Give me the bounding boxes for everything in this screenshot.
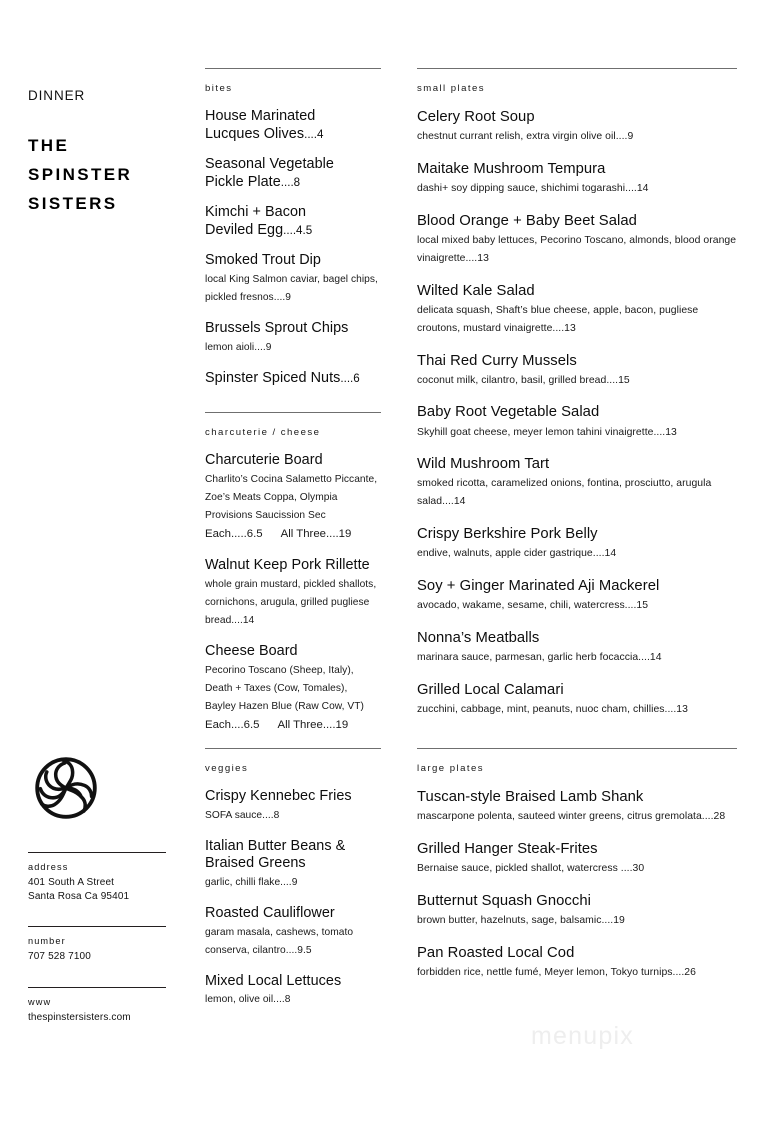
menu-item-name: Grilled Hanger Steak-Frites (417, 840, 598, 857)
menu-item (205, 905, 381, 960)
menu-item-description: SOFA sauce....8 (205, 809, 280, 821)
footer-divider-3 (28, 987, 166, 988)
menu-item (417, 403, 737, 441)
address-line-1: 401 South A Street (28, 877, 115, 888)
menu-item-description: endive, walnuts, apple cider gastrique....14 (417, 548, 617, 560)
section-rule-veggies (205, 748, 381, 749)
menu-item-name: Grilled Local Calamari (417, 682, 564, 699)
meal-label: DINNER (28, 88, 86, 103)
menu-item-name: Walnut Keep Pork Rillette (205, 557, 370, 574)
menu-item-description: Pecorino Toscano (Sheep, Italy), Death + Taxes (Cow, Tomales), Bayley Hazen Blue (Raw Cow, VT) (205, 665, 364, 713)
restaurant-name (28, 131, 188, 219)
section-label-veggies: veggies (205, 763, 249, 774)
menu-item-name: Seasonal Vegetable Pickle Plate....8 (205, 156, 334, 190)
menu-item-description: garlic, chilli flake....9 (205, 876, 298, 888)
menu-item-description: whole grain mustard, pickled shallots, cornichons, arugula, grilled pugliese bread....14 (205, 578, 377, 627)
menu-item-name: Baby Root Vegetable Salad (417, 404, 600, 421)
section-label-bites: bites (205, 83, 233, 94)
menu-item-description: chestnut currant relish, extra virgin olive oil....9 (417, 131, 634, 143)
menu-item-price: ....6 (340, 371, 360, 385)
menu-item (417, 840, 737, 878)
menu-item-name: Cheese Board (205, 643, 298, 660)
menu-item (417, 525, 737, 563)
menu-item (205, 370, 381, 388)
menupix-watermark: menupix (531, 1022, 634, 1050)
menu-item-description: zucchini, cabbage, mint, peanuts, nuoc cham, chillies....13 (417, 704, 688, 716)
menu-item-description: garam masala, cashews, tomato conserva, cilantro....9.5 (205, 926, 354, 956)
menu-item-name: Blood Orange + Baby Beet Salad (417, 212, 637, 229)
section-large-plates (417, 748, 737, 996)
menu-item-name: Mixed Local Lettuces (205, 972, 342, 989)
footer-contact-block (28, 852, 170, 1025)
menu-item-name: Crispy Berkshire Pork Belly (417, 526, 598, 543)
menu-item-description: Skyhill goat cheese, meyer lemon tahini vinaigrette....13 (417, 426, 677, 438)
menu-item (205, 973, 381, 1010)
menu-item-name: Thai Red Curry Mussels (417, 352, 577, 369)
menu-item-name: Wild Mushroom Tart (417, 456, 550, 473)
menu-item-description: coconut milk, cilantro, basil, grilled bread....15 (417, 374, 630, 386)
menu-item-name: Italian Butter Beans & Braised Greens (205, 837, 346, 872)
menu-item-name: Nonna’s Meatballs (417, 630, 540, 647)
section-items-veggies (205, 788, 381, 1010)
menu-item-description: dashi+ soy dipping sauce, shichimi togarashi....14 (417, 182, 649, 194)
menu-item-description: forbidden rice, nettle fumé, Meyer lemon, Tokyo turnips....26 (417, 966, 696, 978)
www-label: www (28, 996, 52, 1007)
restaurant-name-line-2: SPINSTER (28, 165, 133, 185)
website-url[interactable]: thespinstersisters.com (28, 1011, 131, 1023)
menu-item-name: Soy + Ginger Marinated Aji Mackerel (417, 578, 660, 595)
menu-item-name: Butternut Squash Gnocchi (417, 892, 591, 909)
section-label-charcuterie: charcuterie / cheese (205, 427, 321, 438)
menu-item-price-options (205, 525, 381, 544)
menu-item (205, 204, 381, 239)
restaurant-name-line-1: THE (28, 136, 70, 155)
menu-item-price: ....4 (304, 127, 324, 141)
section-items-small-plates (417, 108, 737, 719)
menu-item-price-options (205, 716, 381, 735)
menu-item (205, 108, 381, 143)
section-bites (205, 68, 381, 389)
menu-item (417, 352, 737, 390)
menu-item-name: House Marinated Lucques Olives....4 (205, 108, 324, 142)
menu-item (417, 160, 737, 198)
menu-item-price: ....4.5 (283, 223, 313, 237)
phone-number[interactable]: 707 528 7100 (28, 951, 91, 963)
price-each: Each.....6.5 (205, 528, 263, 541)
section-items-bites (205, 108, 381, 388)
section-rule-bites (205, 68, 381, 69)
menu-item-name: Kimchi + Bacon Deviled Egg....4.5 (205, 204, 313, 238)
menu-item-name: Charcuterie Board (205, 452, 323, 468)
address-value (28, 876, 170, 904)
menu-item (417, 788, 737, 826)
menu-item (205, 838, 381, 892)
menu-item-name: Pan Roasted Local Cod (417, 944, 575, 961)
section-rule-small-plates (417, 68, 737, 69)
menu-item-name: Crispy Kennebec Fries (205, 788, 352, 804)
menu-item-description: Charlito’s Cocina Salametto Piccante, Zoe’s Meats Coppa, Olympia Provisions Saucission Sec (205, 473, 378, 521)
brand-column (28, 88, 188, 219)
section-label-small-plates: small plates (417, 83, 486, 94)
menu-item-description: local mixed baby lettuces, Pecorino Toscano, almonds, blood orange vinaigrette....13 (417, 234, 737, 264)
menu-item (417, 212, 737, 268)
menu-item-name: Spinster Spiced Nuts....6 (205, 369, 360, 386)
menu-item (205, 452, 381, 544)
number-label: number (28, 936, 66, 947)
menu-item-description: local King Salmon caviar, bagel chips, pickled fresnos....9 (205, 273, 378, 304)
section-rule-large-plates (417, 748, 737, 749)
menu-item-name: Smoked Trout Dip (205, 252, 321, 269)
section-veggies (205, 748, 381, 1010)
section-label-large-plates: large plates (417, 763, 484, 774)
menu-item-description: brown butter, hazelnuts, sage, balsamic....19 (417, 914, 625, 926)
section-rule-charcuterie (205, 412, 381, 413)
menu-item-description: avocado, wakame, sesame, chili, watercress....15 (417, 600, 649, 612)
menu-item (417, 892, 737, 930)
menu-item-description: delicata squash, Shaft’s blue cheese, apple, bacon, pugliese croutons, mustard vinaigrette....13 (417, 304, 699, 334)
pinwheel-logo-icon (34, 756, 98, 820)
menu-item-description: mascarpone polenta, sauteed winter greens, citrus gremolata....28 (417, 811, 726, 823)
menu-item (205, 252, 381, 307)
menu-item (417, 629, 737, 667)
menu-item (417, 455, 737, 511)
menu-item (417, 282, 737, 338)
price-each: Each....6.5 (205, 719, 260, 732)
footer-divider-1 (28, 852, 166, 853)
menu-item (205, 788, 381, 825)
menu-item (205, 557, 381, 630)
restaurant-name-line-3: SISTERS (28, 194, 118, 214)
menu-item-description: Bernaise sauce, pickled shallot, watercress ....30 (417, 862, 645, 874)
price-all-three: All Three....19 (280, 528, 352, 541)
menu-item-description: lemon aioli....9 (205, 341, 272, 353)
menu-item (417, 577, 737, 615)
menu-item (205, 156, 381, 191)
menu-item (417, 944, 737, 982)
menu-item-name: Maitake Mushroom Tempura (417, 160, 606, 177)
menu-item-description: lemon, olive oil....8 (205, 994, 291, 1006)
menu-item-name: Roasted Cauliflower (205, 905, 335, 921)
price-all-three: All Three....19 (277, 719, 349, 732)
section-items-large-plates (417, 788, 737, 982)
menu-item-name: Tuscan-style Braised Lamb Shank (417, 789, 644, 805)
address-line-2: Santa Rosa Ca 95401 (28, 891, 130, 903)
menu-item (205, 320, 381, 357)
menu-item (205, 643, 381, 735)
section-small-plates (417, 68, 737, 733)
menu-item (417, 108, 737, 146)
menu-item-description: marinara sauce, parmesan, garlic herb focaccia....14 (417, 652, 662, 664)
menu-item-name: Brussels Sprout Chips (205, 320, 349, 337)
menu-item (417, 681, 737, 719)
menu-item-name: Wilted Kale Salad (417, 282, 535, 299)
menu-item-name: Celery Root Soup (417, 109, 535, 125)
section-items-charcuterie (205, 452, 381, 736)
menu-item-price: ....8 (280, 175, 301, 189)
address-label: address (28, 862, 69, 872)
footer-divider-2 (28, 926, 166, 927)
menu-item-description: smoked ricotta, caramelized onions, fontina, prosciutto, arugula salad....14 (417, 478, 712, 508)
section-charcuterie (205, 412, 381, 736)
